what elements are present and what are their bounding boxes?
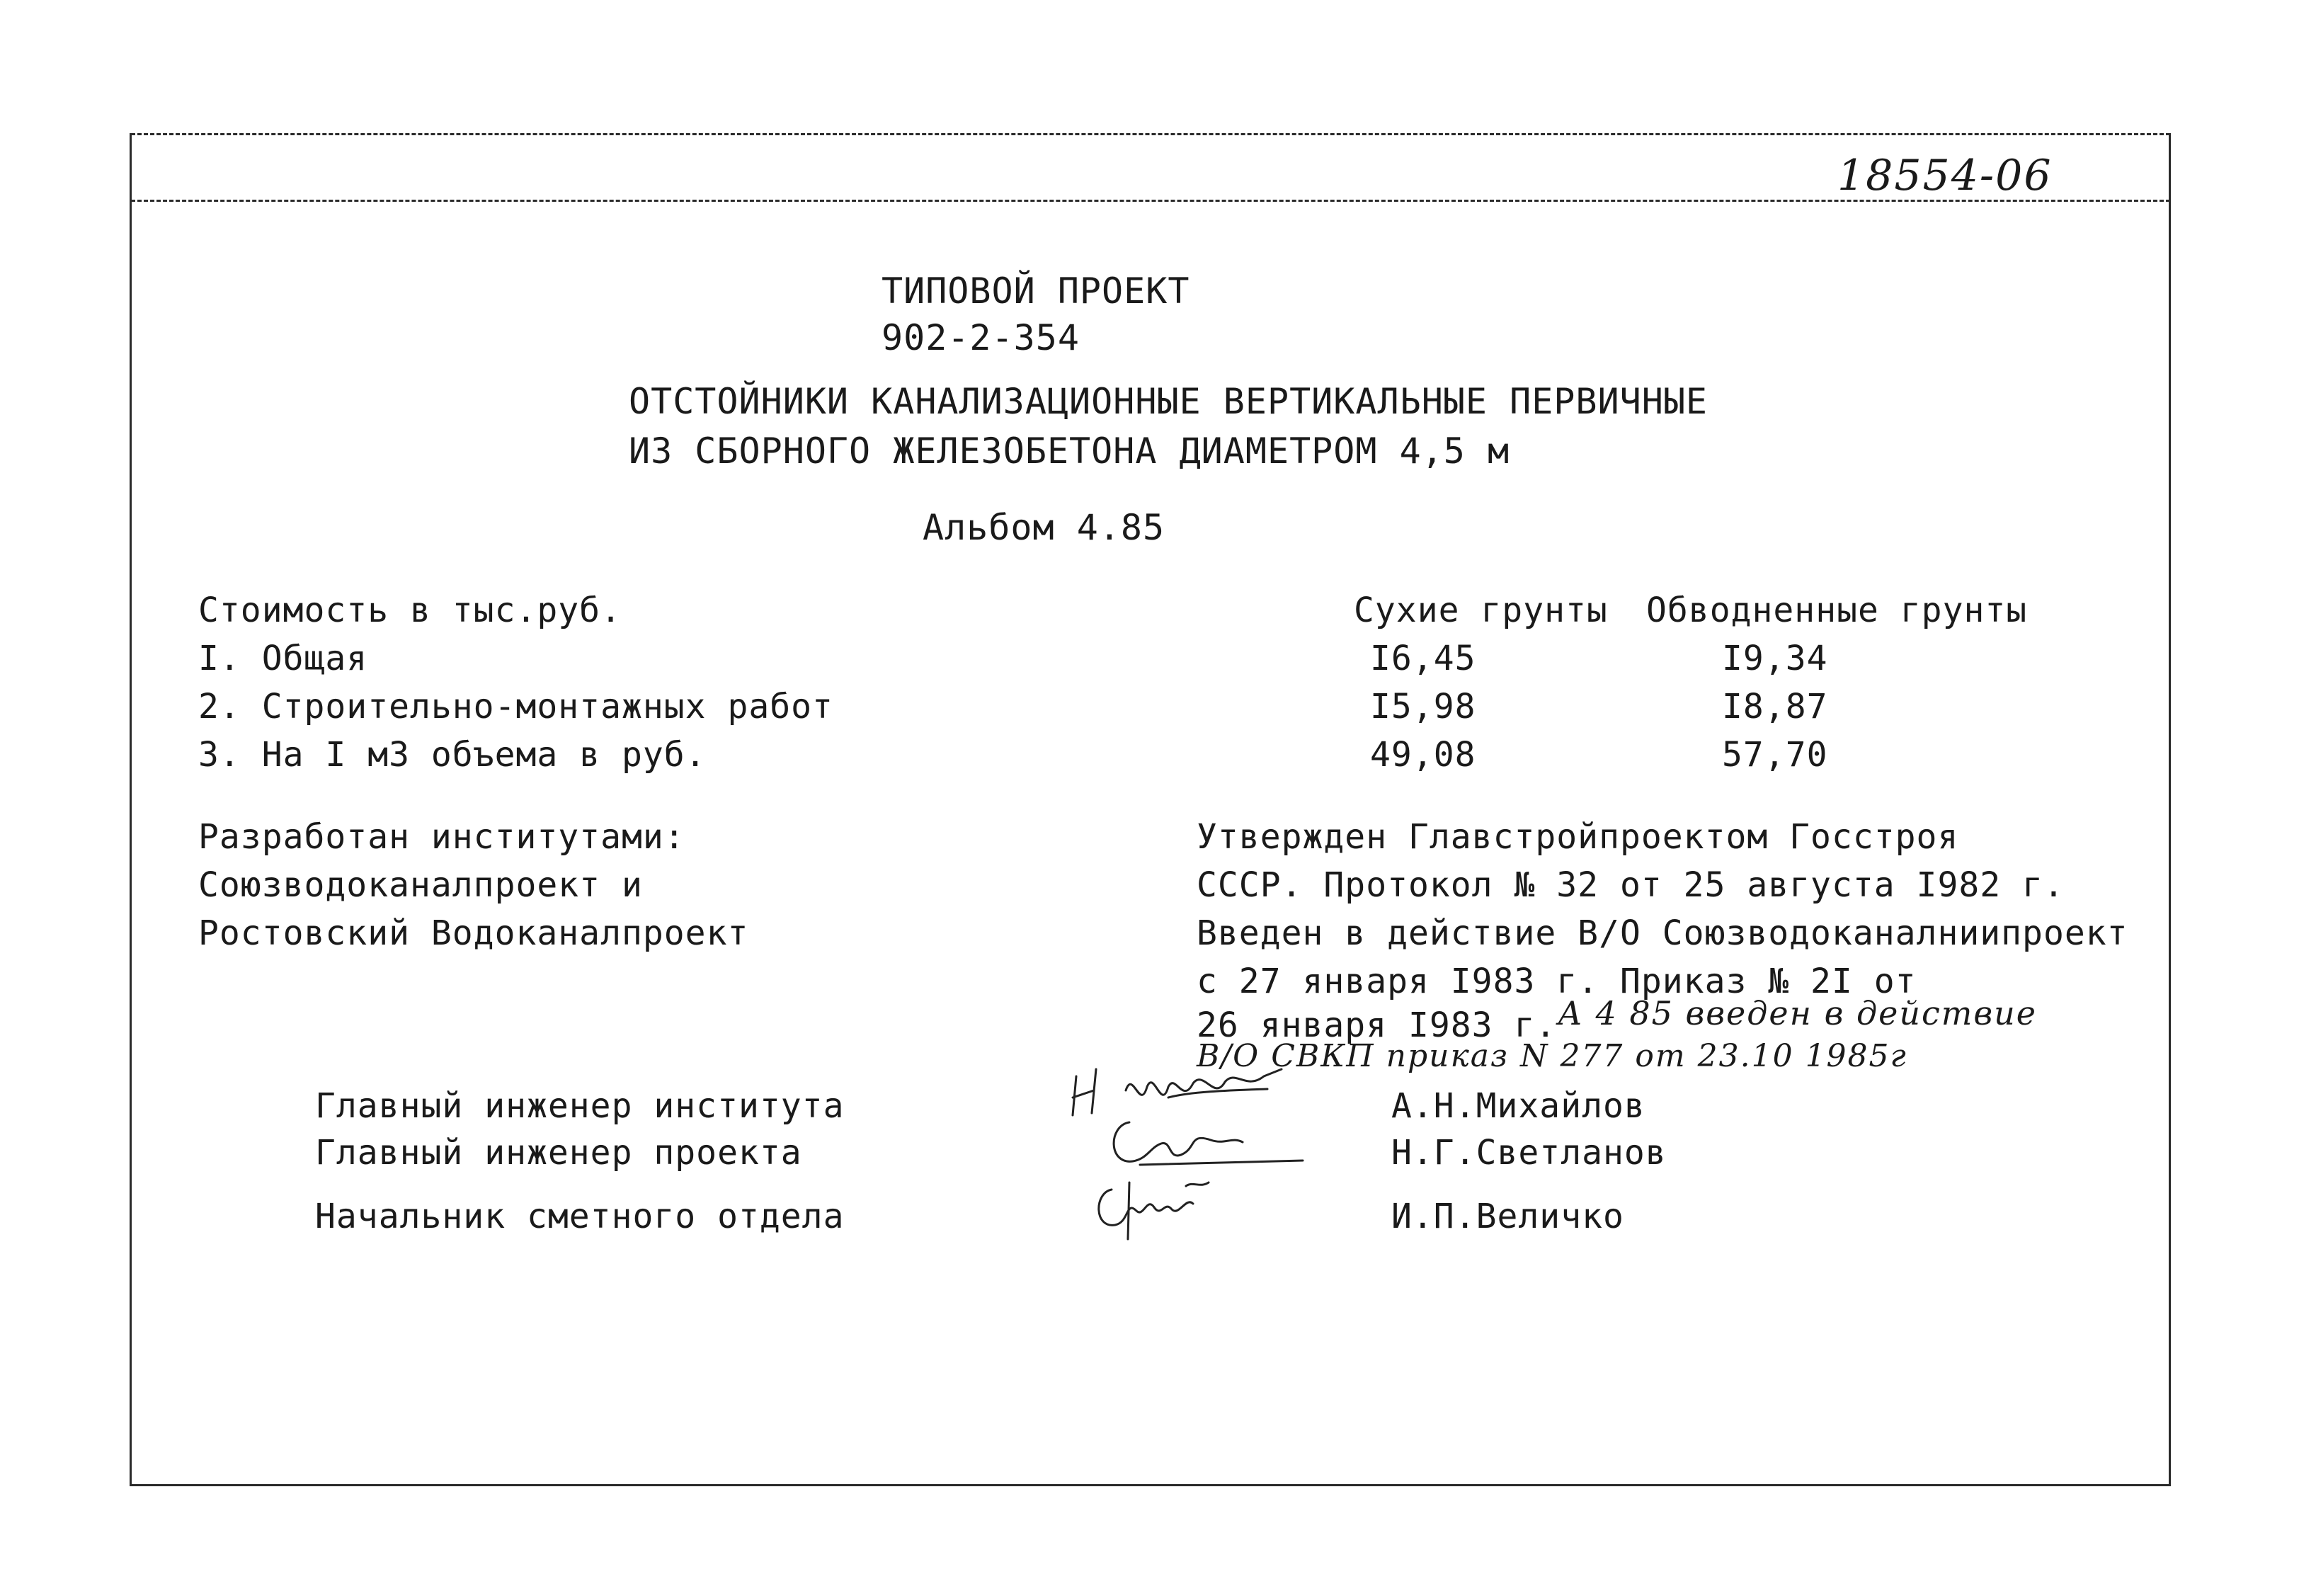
- developed-line2: Ростовский Водоканалпроект: [198, 913, 749, 953]
- approved-line2: СССР. Протокол № 32 от 25 августа I982 г.: [1197, 865, 2065, 905]
- developed-line1: Союзводоканалпроект и: [198, 865, 643, 905]
- handwritten-note-line2: В/О СВКП приказ N 277 от 23.10 1985г: [1197, 1038, 1907, 1074]
- developed-heading: Разработан институтами:: [198, 817, 685, 857]
- cost-row-label: 2. Строительно-монтажных работ: [198, 687, 833, 726]
- project-title-line2: ИЗ СБОРНОГО ЖЕЛЕЗОБЕТОНА ДИАМЕТРОМ 4,5 м: [629, 431, 1510, 472]
- cost-row-wet: I9,34: [1722, 639, 1828, 678]
- signature-name: Н.Г.Светланов: [1391, 1133, 1667, 1173]
- project-title-line1: ОТСТОЙНИКИ КАНАЛИЗАЦИОННЫЕ ВЕРТИКАЛЬНЫЕ ПЕРВИЧНЫЕ: [629, 381, 1708, 422]
- cost-row-wet: 57,70: [1722, 735, 1828, 775]
- signature-role: Главный инженер проекта: [315, 1133, 802, 1173]
- project-number: 902-2-354: [882, 317, 1080, 358]
- stamp-number: 18554-06: [1837, 151, 2053, 200]
- cost-row-label: 3. На I м3 объема в руб.: [198, 735, 707, 775]
- cost-row-dry: I6,45: [1370, 639, 1476, 678]
- signature-name: А.Н.Михайлов: [1391, 1086, 1645, 1126]
- bottom-border: [130, 1484, 2171, 1486]
- cost-heading: Стоимость в тыс.руб.: [198, 591, 622, 630]
- column-header-wet: Обводненные грунты: [1646, 591, 2028, 630]
- handwritten-note-line1: А 4 85 введен в действие: [1558, 994, 2037, 1032]
- right-border: [2169, 133, 2171, 1484]
- approved-line3: Введен в действие В/О Союзводоканалниипроект: [1197, 913, 2128, 953]
- left-border: [130, 133, 132, 1484]
- signature-role: Начальник сметного отдела: [315, 1197, 845, 1236]
- approved-line5: 26 января I983 г.: [1197, 1005, 1557, 1045]
- album-label: Альбом 4.85: [923, 507, 1165, 548]
- cost-row-dry: I5,98: [1370, 687, 1476, 726]
- column-header-dry: Сухие грунты: [1354, 591, 1608, 630]
- cost-row-wet: I8,87: [1722, 687, 1828, 726]
- cost-row-dry: 49,08: [1370, 735, 1476, 775]
- top-dashed-border: [131, 133, 2170, 135]
- cost-row-label: I. Общая: [198, 639, 368, 678]
- approved-line4: с 27 января I983 г. Приказ № 2I от: [1197, 962, 1917, 1001]
- signature-name: И.П.Величко: [1391, 1197, 1624, 1236]
- approved-line1: Утвержден Главстройпроектом Госстроя: [1197, 817, 1959, 857]
- signature-velichko: [1087, 1168, 1228, 1246]
- project-type: ТИПОВОЙ ПРОЕКТ: [882, 270, 1190, 312]
- signature-role: Главный инженер института: [315, 1086, 845, 1126]
